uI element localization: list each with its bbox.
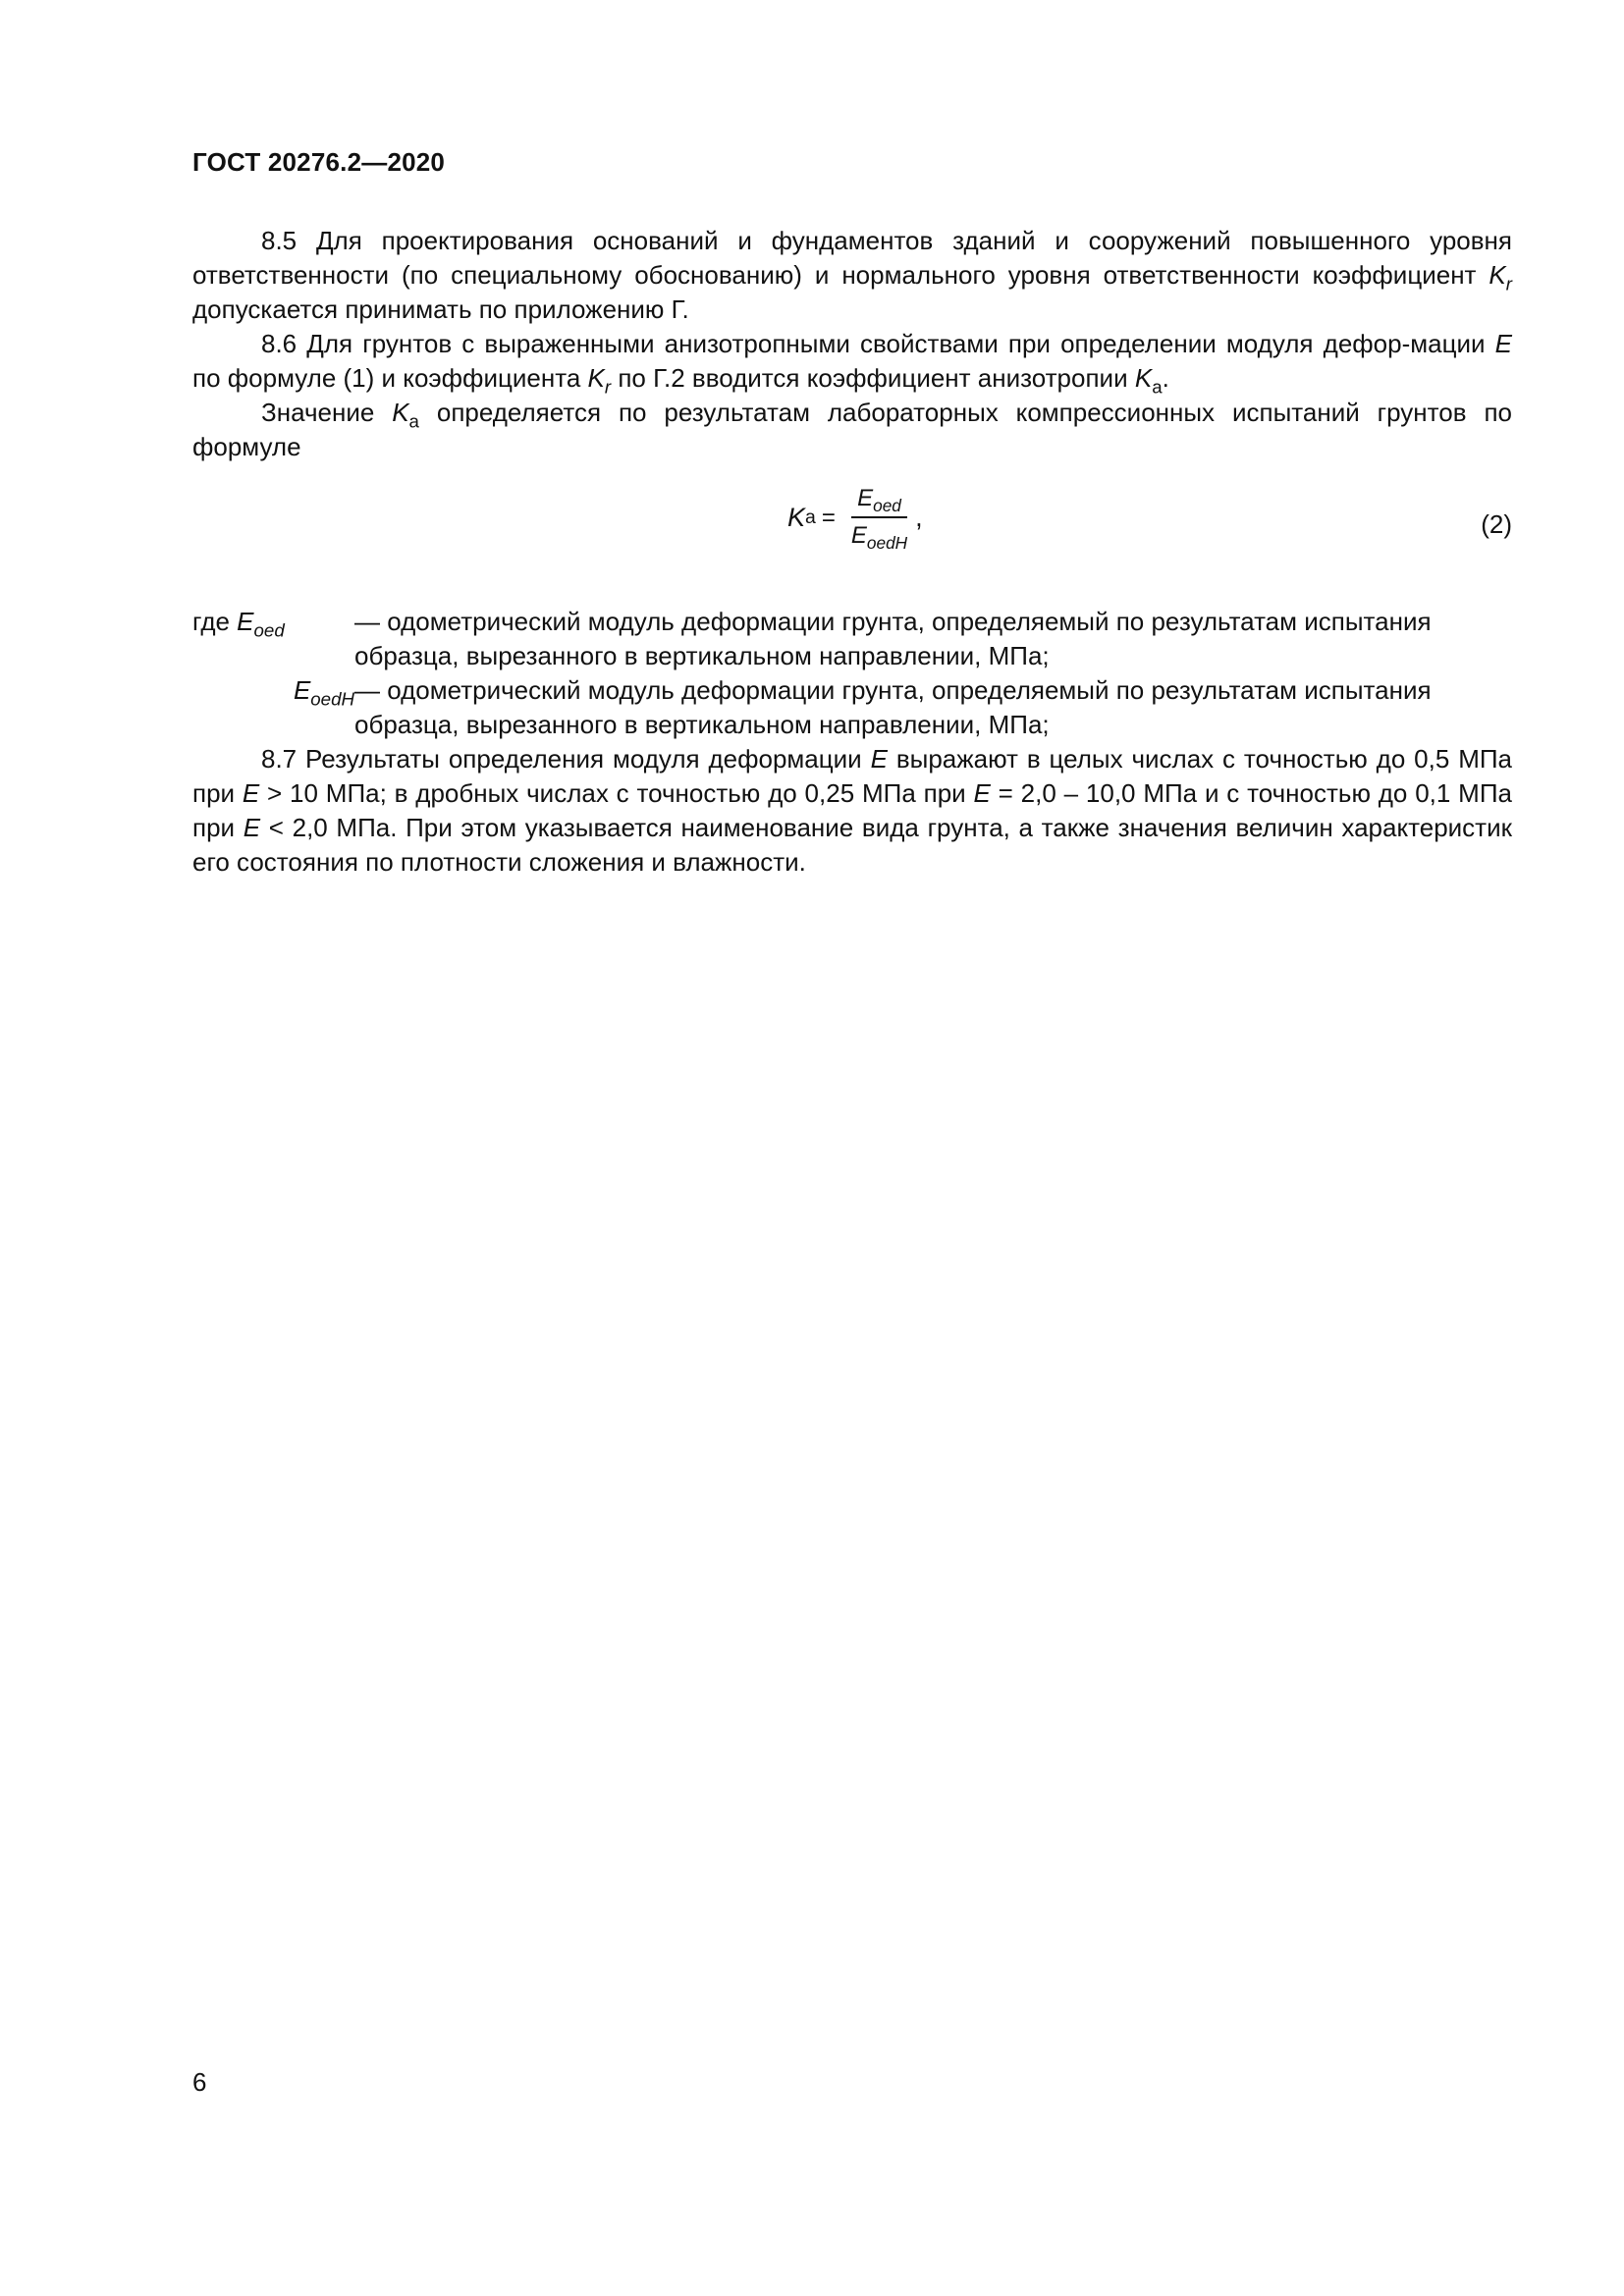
paragraph-text: < 2,0 МПа. При этом указывается наименование вида грунта, а также значения величин характеристик его состояния по плотности сложения и влажности.	[192, 813, 1512, 877]
document-header: ГОСТ 20276.2—2020	[192, 147, 446, 177]
paragraph-text: по формуле (1) и коэффициента	[192, 363, 588, 393]
symbol-k: K	[1134, 363, 1153, 393]
definition-description	[354, 605, 1512, 673]
symbol-e: E	[973, 778, 991, 808]
paragraph-8-7	[192, 742, 1512, 880]
document-body	[192, 224, 1512, 880]
symbol-k: K	[1489, 260, 1506, 290]
formula-ka: K a = $\frac{E_{oed}}{E_{oedH}}$ ,	[787, 485, 923, 554]
symbol-e: E	[870, 744, 888, 774]
paragraph-text: 8.5 Для проектирования оснований и фундаментов зданий и сооружений повышенного уровня ответственности (по специальному обоснованию) и нормального уровня ответственности коэффициент	[192, 226, 1512, 290]
formula-comma: ,	[915, 502, 923, 532]
paragraph-text: 8.6 Для грунтов с выраженными анизотропными свойствами при определении модуля дефор-мации	[261, 329, 1495, 358]
paragraph-text: = 2,0 – 10,0 МПа и с точностью до 0,1 МПа при	[192, 778, 1512, 842]
formula-lhs-symbol: K	[787, 502, 806, 532]
definition-e-oed	[192, 605, 1512, 673]
formula-denominator	[845, 518, 913, 554]
numerator-symbol: E	[857, 485, 874, 511]
definition-description	[354, 673, 1512, 742]
definition-continuation: образца, вырезанного в вертикальном направлении, МПа;	[354, 710, 1050, 739]
paragraph-text: допускается принимать по приложению Г.	[192, 294, 689, 324]
paragraph-text: .	[1162, 363, 1169, 393]
symbol-e: E	[1494, 329, 1512, 358]
denominator-subscript: oedH	[866, 533, 908, 554]
paragraph-text: определяется по результатам лабораторных компрессионных испытаний грунтов по формуле	[192, 398, 1512, 461]
definition-e-oedh	[192, 673, 1512, 742]
symbol-e: E	[293, 675, 311, 705]
subscript-oedh: oedH	[310, 688, 354, 710]
denominator-symbol: E	[850, 522, 867, 549]
numerator-subscript: oed	[873, 496, 901, 516]
definitions-list	[192, 605, 1512, 742]
paragraph-text: Значение	[261, 398, 393, 427]
definition-text: — одометрический модуль деформации грунта, определяемый по результатам испытания	[354, 675, 1432, 705]
paragraph-text: > 10 МПа; в дробных числах с точностью до 0,25 МПа при	[259, 778, 974, 808]
equation-number: (2)	[1481, 509, 1512, 539]
subscript-a: a	[1152, 376, 1163, 398]
paragraph-8-5	[192, 224, 1512, 327]
paragraph-ka-value	[192, 396, 1512, 464]
definition-term	[192, 673, 354, 708]
subscript-r: r	[1505, 273, 1512, 294]
paragraph-text: по Г.2 вводится коэффициент анизотропии	[611, 363, 1135, 393]
symbol-e: E	[237, 607, 254, 636]
formula-numerator	[851, 484, 907, 518]
symbol-e: E	[242, 778, 260, 808]
symbol-e: E	[243, 813, 261, 842]
formula-block	[192, 482, 1512, 595]
formula-equals: =	[821, 504, 836, 531]
definition-text: — одометрический модуль деформации грунта, определяемый по результатам испытания	[354, 607, 1432, 636]
subscript-r: r	[604, 376, 612, 398]
definition-term	[192, 605, 354, 639]
symbol-k: K	[587, 363, 605, 393]
definition-lead: где	[192, 607, 238, 636]
definition-continuation: образца, вырезанного в вертикальном направлении, МПа;	[354, 641, 1050, 670]
subscript-a: a	[408, 410, 419, 432]
symbol-k: K	[392, 398, 409, 427]
paragraph-8-6	[192, 327, 1512, 396]
subscript-oed: oed	[253, 619, 285, 641]
page-number: 6	[192, 2067, 207, 2097]
paragraph-text: 8.7 Результаты определения модуля деформации	[261, 744, 871, 774]
paragraph-text: выражают в целых числах с точностью до 0,5 МПа при	[192, 744, 1512, 808]
